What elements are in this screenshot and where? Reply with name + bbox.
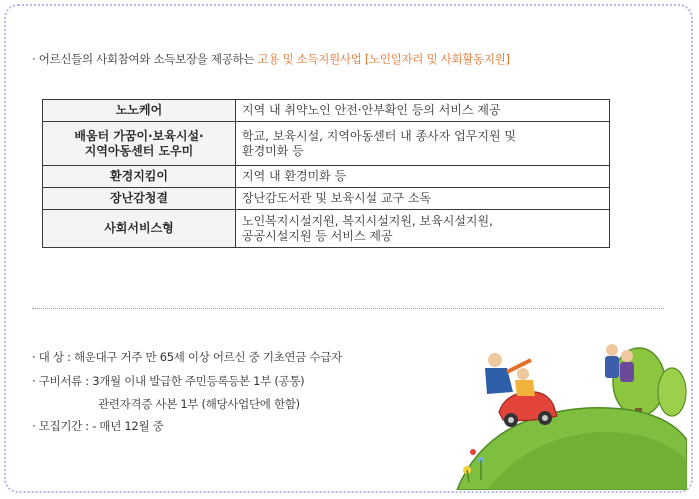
- service-description: 지역 내 취약노인 안전·안부확인 등의 서비스 제공: [236, 100, 610, 122]
- service-name: 배움터 가꿈이·보육시설· 지역아동센터 도우미: [43, 122, 236, 166]
- intro-bullet: ·: [32, 52, 36, 66]
- person-icon: [606, 344, 618, 356]
- intro-highlight: 고용 및 소득지원사업 [노인일자리 및 사회활동지원]: [257, 52, 510, 66]
- service-table: [42, 99, 610, 248]
- service-name: 환경지킴이: [43, 166, 236, 188]
- info-docs-extra: 관련자격증 사본 1부 (해당사업단에 한함): [98, 397, 300, 411]
- table-row: [43, 122, 610, 166]
- info-period: · 모집기간 : - 매년 12월 중: [32, 419, 164, 433]
- intro-text: 어르신들의 사회참여와 소득보장을 제공하는: [38, 52, 258, 66]
- service-description: 장난감도서관 및 보육시설 교구 소독: [236, 188, 610, 210]
- service-name: 노노케어: [43, 100, 236, 122]
- info-docs: · 구비서류 : 3개월 이내 발급한 주민등록등본 1부 (공통): [32, 374, 305, 388]
- service-description: 지역 내 환경미화 등: [236, 166, 610, 188]
- service-name: 장난감청결: [43, 188, 236, 210]
- table-row: [43, 210, 610, 248]
- dotted-divider: [32, 308, 664, 309]
- info-target: · 대 상 : 해운대구 거주 만 65세 이상 어르신 중 기초연금 수급자: [32, 350, 342, 364]
- table-row: [43, 166, 610, 188]
- service-name: 사회서비스형: [43, 210, 236, 248]
- illustration-elderly-car-hill: [447, 320, 687, 490]
- tree-icon: [613, 348, 665, 416]
- table-row: [43, 100, 610, 122]
- service-description: 학교, 보육시설, 지역아동센터 내 종사자 업무지원 및 환경미화 등: [236, 122, 610, 166]
- table-row: [43, 188, 610, 210]
- service-description: 노인복지시설지원, 복지시설지원, 보육시설지원, 공공시설지원 등 서비스 제공: [236, 210, 610, 248]
- intro-line: [32, 51, 510, 67]
